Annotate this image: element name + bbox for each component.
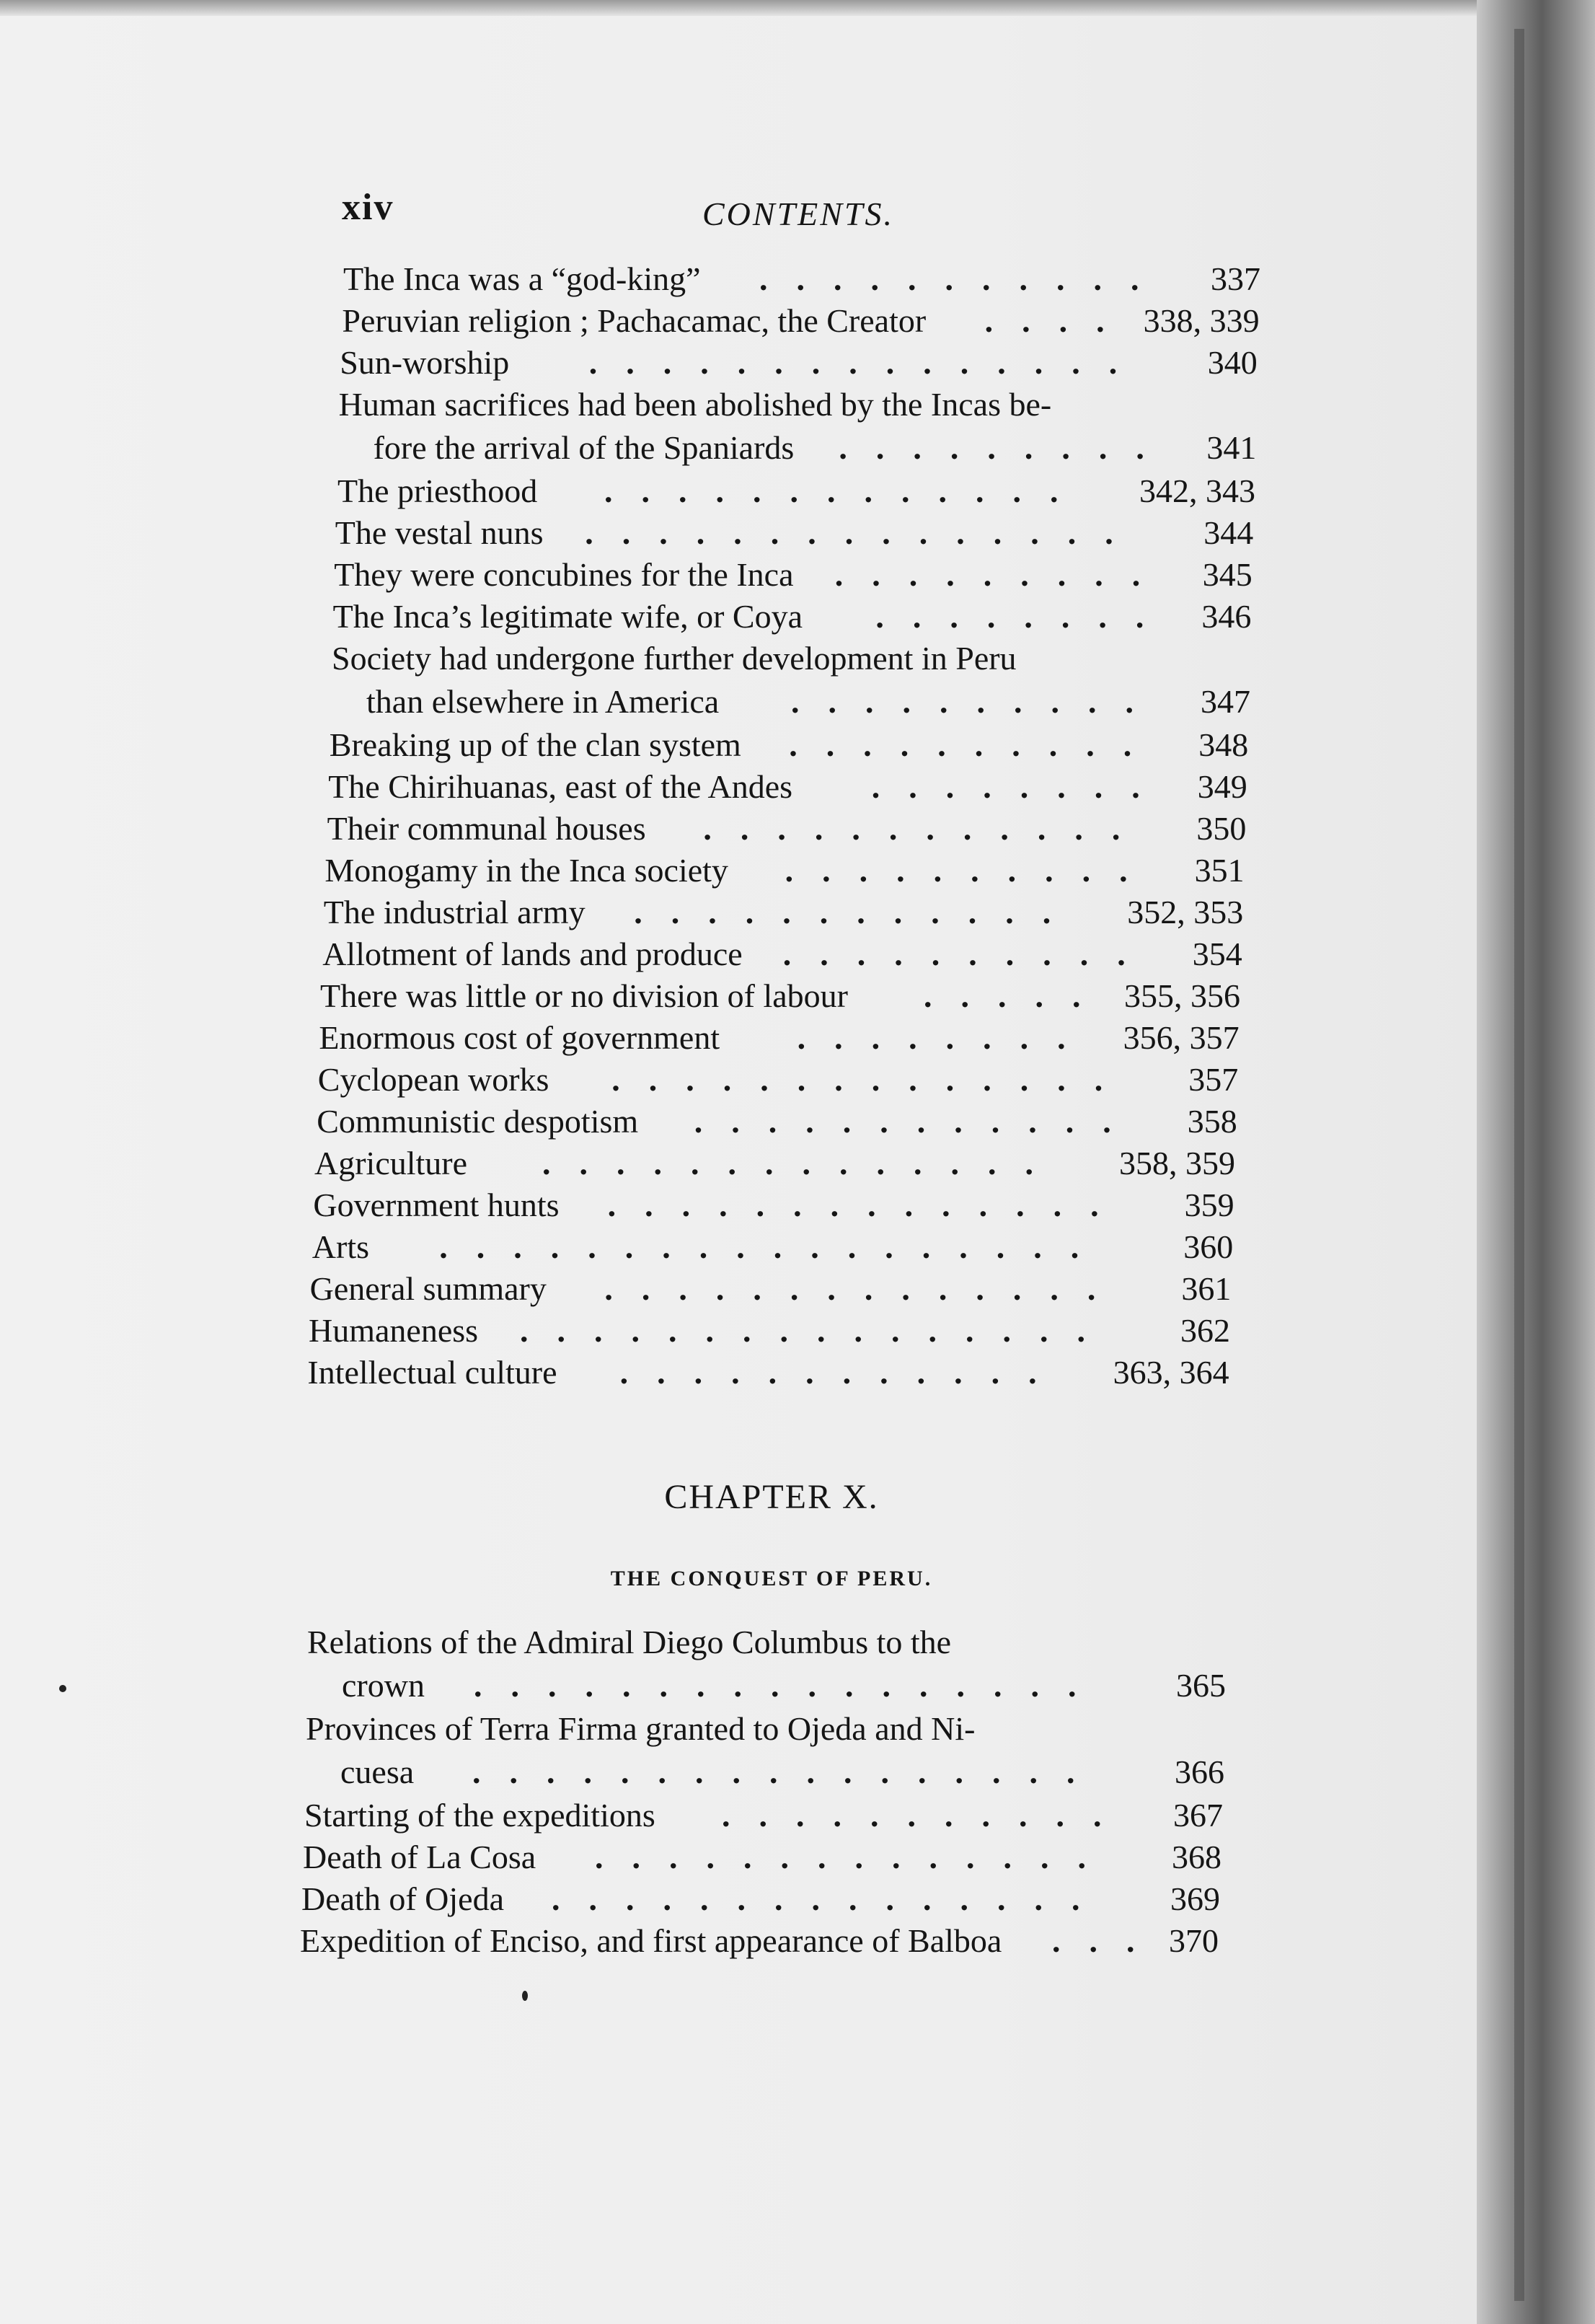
toc-leader-dots: .......... [782, 936, 1154, 972]
toc-entry [314, 1143, 1235, 1184]
toc-entry [313, 1184, 1234, 1226]
ink-speck [522, 1991, 528, 2001]
toc-leader-dots: ........ [871, 768, 1169, 805]
toc-entry [322, 933, 1242, 975]
toc-leader-dots: ............... [585, 514, 1142, 551]
toc-page-number: 356, 357 [1123, 1019, 1240, 1056]
toc-entry [320, 975, 1240, 1017]
toc-entry-text: crown [342, 1667, 425, 1704]
toc-entry-text: Relations of the Admiral Diego Columbus to the [307, 1624, 952, 1660]
toc-page-number: 349 [1197, 768, 1247, 805]
toc-page-number: 340 [1207, 344, 1258, 381]
toc-entry-text: than elsewhere in America [366, 683, 720, 720]
toc-page-number: 345 [1202, 556, 1252, 593]
toc-entry-text: Sun-worship [340, 344, 510, 381]
toc-leader-dots: ................. [474, 1667, 1105, 1704]
toc-entry-text: cuesa [340, 1753, 415, 1790]
toc-entry-text: Allotment of lands and produce [322, 936, 743, 972]
toc-entry [306, 1708, 1224, 1750]
toc-entry [312, 1226, 1233, 1268]
toc-entry [342, 300, 1259, 342]
toc-entry-text: General summary [309, 1270, 547, 1307]
toc-entry [334, 554, 1252, 596]
toc-leader-dots: ......... [834, 556, 1170, 593]
toc-entry-text: Human sacrifices had been abolished by the Incas be- [338, 386, 1052, 423]
toc-page-number: 347 [1201, 683, 1250, 720]
toc-page-number: 363, 364 [1113, 1354, 1229, 1391]
toc-entry-continuation [366, 681, 1250, 723]
toc-entry-text: Society had undergone further development in Peru [332, 640, 1017, 677]
toc-page-number: 352, 353 [1127, 894, 1244, 930]
toc-entry-text: Starting of the expeditions [304, 1797, 655, 1834]
toc-entry [304, 1795, 1223, 1836]
toc-entry-continuation [342, 1665, 1226, 1707]
toc-leader-dots: .......... [789, 726, 1161, 763]
toc-entry-text: The industrial army [323, 894, 586, 930]
toc-entry [337, 470, 1255, 512]
toc-entry-text: Provinces of Terra Firma granted to Ojeda and Ni- [306, 1710, 976, 1747]
toc-page-number: 338, 339 [1143, 302, 1260, 339]
toc-entry-continuation [374, 427, 1257, 469]
toc-entry-text: Breaking up of the clan system [329, 726, 741, 763]
toc-leader-dots: ... [1052, 1922, 1164, 1959]
toc-leader-dots: .............. [604, 1270, 1125, 1307]
toc-entry [330, 724, 1248, 766]
toc-page-number: 342, 343 [1139, 472, 1255, 509]
toc-entry-text: Peruvian religion ; Pachacamac, the Creator [342, 302, 927, 339]
toc-leader-dots: .......... [791, 683, 1162, 720]
toc-entry [307, 1352, 1229, 1394]
toc-entry [318, 1059, 1238, 1101]
toc-entry-text: Expedition of Enciso, and first appearance of Balboa [300, 1922, 1002, 1959]
toc-entry [319, 1017, 1239, 1059]
toc-page-number: 360 [1183, 1228, 1234, 1265]
toc-entry-text: Enormous cost of government [319, 1019, 720, 1056]
toc-entry-text: Their communal houses [327, 810, 646, 847]
toc-page-number: 351 [1194, 852, 1245, 889]
toc-page-number: 348 [1198, 726, 1249, 763]
toc-entry [335, 512, 1253, 554]
toc-page-number: 365 [1176, 1667, 1226, 1704]
toc-entry [340, 342, 1258, 384]
toc-entry [343, 258, 1260, 300]
toc-entry [307, 1621, 1226, 1663]
toc-entry-text: Monogamy in the Inca society [324, 852, 728, 889]
toc-page-number: 358, 359 [1119, 1145, 1235, 1181]
toc-page-number: 355, 356 [1124, 977, 1240, 1014]
toc-entry-text: Arts [312, 1228, 370, 1265]
toc-entry [327, 808, 1247, 850]
toc-entry [303, 1836, 1221, 1878]
toc-entry [324, 892, 1243, 933]
toc-leader-dots: ............... [552, 1880, 1109, 1917]
toc-entry [317, 1101, 1237, 1143]
toc-leader-dots: .............. [542, 1145, 1062, 1181]
ink-speck [59, 1685, 66, 1692]
toc-page-number: 358 [1187, 1103, 1237, 1140]
toc-entry-text: Communistic despotism [317, 1103, 639, 1140]
toc-page-number: 350 [1196, 810, 1247, 847]
toc-page-number: 344 [1203, 514, 1254, 551]
toc-leader-dots: ........ [797, 1019, 1095, 1056]
toc-entry [328, 766, 1247, 808]
toc-leader-dots: ............ [634, 894, 1080, 930]
toc-entry-text: Death of Ojeda [301, 1880, 504, 1917]
toc-entry [324, 850, 1244, 892]
toc-entry [310, 1268, 1232, 1310]
toc-leader-dots: ................ [520, 1312, 1114, 1349]
toc-page-number: 337 [1211, 260, 1260, 297]
toc-entry [301, 1878, 1220, 1920]
toc-leader-dots: ............ [703, 810, 1149, 847]
toc-entry [300, 1920, 1219, 1962]
toc-entry-text: They were concubines for the Inca [334, 556, 794, 593]
toc-entry-text: Government hunts [313, 1187, 560, 1223]
toc-leader-dots: ............ [694, 1103, 1140, 1140]
toc-leader-dots: ........ [875, 598, 1173, 635]
toc-leader-dots: ........... [722, 1797, 1131, 1834]
toc-page-number: 357 [1188, 1061, 1239, 1098]
toc-entry-text: Humaneness [309, 1312, 479, 1349]
toc-entry-text: Intellectual culture [307, 1354, 557, 1391]
toc-leader-dots: ..... [924, 977, 1110, 1014]
toc-page-number: 341 [1206, 429, 1257, 466]
toc-entry-text: Agriculture [314, 1145, 468, 1181]
toc-leader-dots: .............. [595, 1839, 1115, 1875]
toc-leader-dots: ......... [839, 429, 1173, 466]
toc-leader-dots: ............... [588, 344, 1146, 381]
chapter-title: CHAPTER X. [664, 1478, 879, 1516]
toc-leader-dots: .......... [785, 852, 1157, 889]
toc-page-number: 359 [1184, 1187, 1234, 1223]
toc-page-number: 369 [1170, 1880, 1220, 1917]
toc-page-number: 368 [1172, 1839, 1221, 1875]
toc-entry-text: Cyclopean works [317, 1061, 549, 1098]
toc-entry-text: Death of La Cosa [303, 1839, 536, 1875]
toc-entry [309, 1310, 1230, 1352]
toc-entry-text: The vestal nuns [335, 514, 544, 551]
toc-leader-dots: .................. [439, 1228, 1108, 1265]
toc-entry [332, 638, 1250, 679]
toc-entry-text: The priesthood [337, 472, 538, 509]
toc-leader-dots: ............ [619, 1354, 1066, 1391]
toc-entry-text: The Chirihuanas, east of the Andes [328, 768, 793, 805]
toc-entry-text: There was little or no division of labour [320, 977, 849, 1014]
toc-page-number: 362 [1180, 1312, 1230, 1349]
toc-entry [339, 384, 1257, 426]
toc-leader-dots: .............. [607, 1187, 1128, 1223]
toc-leader-dots: ............. [604, 472, 1087, 509]
toc-entry-continuation [340, 1751, 1224, 1793]
toc-page-number: 361 [1181, 1270, 1232, 1307]
toc-page-number: 346 [1201, 598, 1252, 635]
page-header-title: CONTENTS. [702, 195, 895, 232]
toc-entry-text: The Inca was a “god-king” [343, 260, 701, 297]
toc-page-number: 366 [1175, 1753, 1224, 1790]
toc-entry [333, 596, 1252, 638]
toc-leader-dots: .... [984, 302, 1134, 339]
toc-leader-dots: .............. [611, 1061, 1132, 1098]
toc-leader-dots: ........... [759, 260, 1168, 297]
toc-page-number: 354 [1192, 936, 1242, 972]
toc-entry-text: fore the arrival of the Spaniards [373, 429, 795, 466]
toc-entry-text: The Inca’s legitimate wife, or Coya [332, 598, 803, 635]
page-folio: xiv [342, 187, 394, 228]
toc-page-number: 367 [1173, 1797, 1223, 1834]
chapter-subtitle: THE CONQUEST OF PERU. [610, 1567, 933, 1590]
toc-leader-dots: ................. [472, 1753, 1104, 1790]
toc-page-number: 370 [1169, 1922, 1219, 1959]
